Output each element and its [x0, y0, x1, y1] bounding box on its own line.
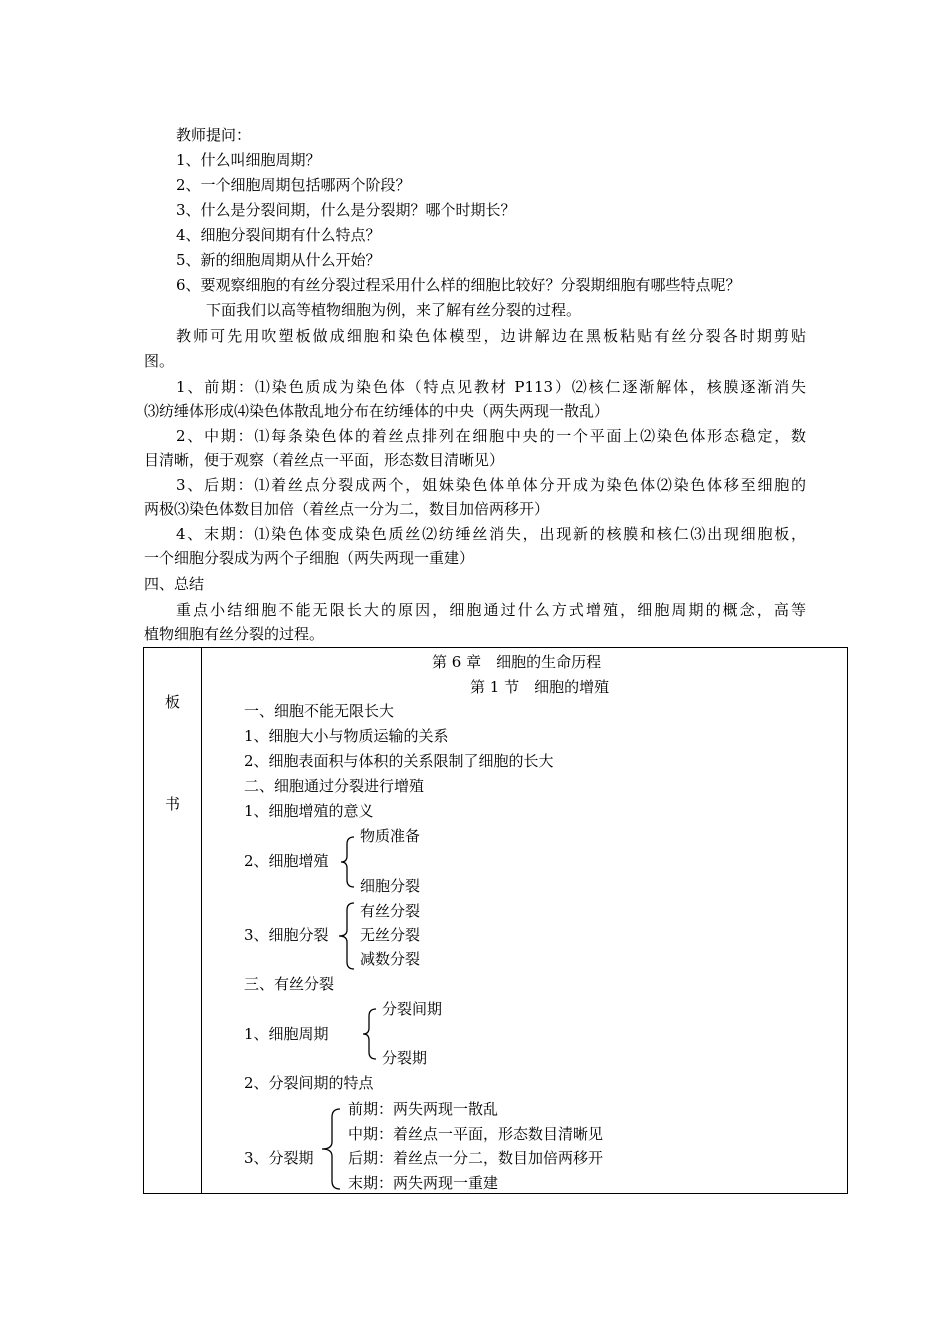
- summary-line-1: 重点小结细胞不能无限长大的原因，细胞通过什么方式增殖，细胞周期的概念，高等: [176, 601, 806, 619]
- question-1: 1、什么叫细胞周期？: [176, 151, 321, 169]
- item-2-3-a: 有丝分裂: [360, 902, 421, 920]
- teacher-question-heading: 教师提问：: [176, 126, 252, 144]
- question-3: 3、什么是分裂间期，什么是分裂期？哪个时期长？: [176, 201, 516, 219]
- item-3-2: 2、分裂间期的特点: [244, 1074, 374, 1092]
- item-2-3-b: 无丝分裂: [360, 926, 421, 944]
- item-2-3-c: 减数分裂: [360, 950, 421, 968]
- item-3-3-a: 前期：两失两现一散乱: [348, 1100, 499, 1118]
- brace-2-2: [340, 836, 356, 888]
- telophase-line-2: 一个细胞分裂成为两个子细胞（两失两现一重建）: [144, 549, 475, 567]
- item-2-1: 1、细胞增殖的意义: [244, 802, 374, 820]
- prophase-line-1: 1、前期：⑴染色质成为染色体（特点见教材 P113）⑵核仁逐渐解体，核膜逐渐消失: [176, 378, 806, 396]
- question-4: 4、细胞分裂间期有什么特点？: [176, 226, 381, 244]
- lead-sentence: 下面我们以高等植物细胞为例，来了解有丝分裂的过程。: [206, 301, 582, 319]
- anaphase-line-1: 3、后期：⑴着丝点分裂成两个，姐妹染色体单体分开成为染色体⑵染色体移至细胞的: [176, 476, 806, 494]
- question-2: 2、一个细胞周期包括哪两个阶段？: [176, 176, 411, 194]
- item-2-3-label: 3、细胞分裂: [244, 926, 329, 944]
- table-divider: [201, 648, 202, 1193]
- item-1-1: 1、细胞大小与物质运输的关系: [244, 727, 449, 745]
- item-2-2-b: 细胞分裂: [360, 877, 421, 895]
- item-1-2: 2、细胞表面积与体积的关系限制了细胞的长大: [244, 752, 554, 770]
- item-2-2-a: 物质准备: [360, 827, 421, 845]
- board-label-bottom: 书: [165, 795, 181, 813]
- metaphase-line-1: 2、中期：⑴每条染色体的着丝点排列在细胞中央的一个平面上⑵染色体形态稳定，数: [176, 427, 806, 445]
- section-title: 第 1 节 细胞的增殖: [470, 678, 610, 696]
- item-3-3-d: 末期：两失两现一重建: [348, 1174, 499, 1192]
- summary-line-2: 植物细胞有丝分裂的过程。: [144, 625, 325, 643]
- heading-3: 三、有丝分裂: [244, 975, 335, 993]
- teacher-note-line-1: 教师可先用吹塑板做成细胞和染色体模型，边讲解边在黑板粘贴有丝分裂各时期剪贴: [176, 327, 806, 345]
- item-3-1-a: 分裂间期: [382, 1000, 443, 1018]
- item-3-3-label: 3、分裂期: [244, 1149, 314, 1167]
- metaphase-line-2: 目清晰，便于观察（着丝点一平面，形态数目清晰见）: [144, 451, 505, 469]
- item-3-1-label: 1、细胞周期: [244, 1025, 329, 1043]
- item-2-2-label: 2、细胞增殖: [244, 852, 329, 870]
- prophase-line-2: ⑶纺缍体形成⑷染色体散乱地分布在纺缍体的中央（两失两现一散乱）: [144, 402, 610, 420]
- item-3-1-b: 分裂期: [382, 1049, 428, 1067]
- blackboard-table: [143, 647, 848, 1194]
- teacher-note-line-2: 图。: [144, 352, 175, 370]
- telophase-line-1: 4、末期：⑴染色体变成染色质丝⑵纺缍丝消失，出现新的核膜和核仁⑶出现细胞板，: [176, 525, 806, 543]
- question-5: 5、新的细胞周期从什么开始？: [176, 251, 381, 269]
- heading-2: 二、细胞通过分裂进行增殖: [244, 777, 425, 795]
- item-3-3-b: 中期：着丝点一平面，形态数目清晰见: [348, 1125, 604, 1143]
- chapter-title: 第 6 章 细胞的生命历程: [432, 653, 602, 671]
- question-6: 6、要观察细胞的有丝分裂过程采用什么样的细胞比较好？分裂期细胞有哪些特点呢？: [176, 276, 741, 294]
- board-label-top: 板: [165, 693, 181, 711]
- item-3-3-c: 后期：着丝点一分二，数目加倍两移开: [348, 1149, 604, 1167]
- brace-3-1: [362, 1008, 378, 1060]
- brace-3-3: [320, 1108, 342, 1190]
- heading-1: 一、细胞不能无限长大: [244, 702, 395, 720]
- brace-2-3: [338, 902, 356, 970]
- summary-heading: 四、总结: [144, 575, 205, 593]
- anaphase-line-2: 两极⑶染色体数目加倍（着丝点一分为二，数目加倍两移开）: [144, 500, 550, 518]
